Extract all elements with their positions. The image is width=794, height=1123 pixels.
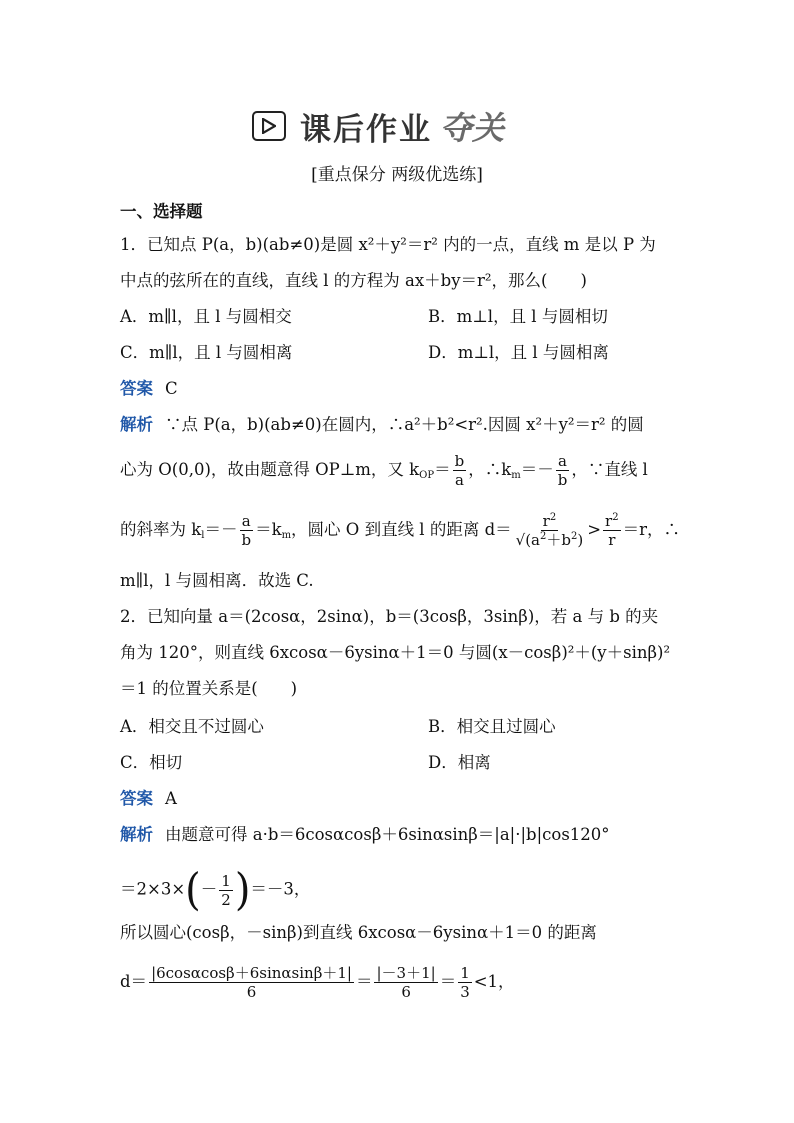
q2-sol-text4c: ＝: [439, 972, 457, 991]
q2-option-a: A．相交且不过圆心: [120, 717, 264, 736]
q1-analysis-line4: m∥l，l 与圆相离．故选 C.: [120, 571, 314, 590]
q2-sol-text2b: ＝－3，: [250, 879, 311, 899]
answer-value: A: [165, 789, 177, 808]
q2-analysis-line2: ＝2×3×(－ $\frac{1}{2}$ )＝－3，: [120, 864, 311, 916]
fraction-one-third: $\frac{1}{3}$: [460, 964, 470, 1001]
play-icon: [252, 111, 286, 141]
analysis-label: 解析: [120, 825, 153, 844]
q2-sol-text4b: ＝: [355, 972, 373, 991]
q1-option-b: B．m⊥l，且 l 与圆相切: [428, 307, 608, 326]
q1-analysis-line1: [120, 414, 644, 436]
answer-label: 答案: [120, 379, 153, 398]
q1-stem-line2: 中点的弦所在的直线，直线 l 的方程为 ax＋by＝r²，那么( ): [120, 271, 587, 290]
fraction-r2-over-r: $\frac{r^2}{r}$: [605, 512, 619, 549]
q2-option-b: B．相交且过圆心: [428, 717, 556, 736]
q2-stem-line2: 角为 120°，则直线 6xcosα－6ysinα＋1＝0 与圆(x－cosβ)²＋(y＋sinβ)²: [120, 643, 671, 662]
q2-sol-text1: 由题意可得 a·b＝6cosαcosβ＋6sinαsinβ＝|a|·|b|cos120°: [165, 825, 610, 844]
q2-sol-text2a: ＝2×3×: [120, 879, 186, 899]
q1-sol-text2b: ，∴k: [468, 460, 512, 479]
fraction-distance-numeric: $\frac{|-3+1|}{6}$: [376, 964, 436, 1001]
q2-sol-text4a: d＝: [120, 972, 148, 991]
q2-analysis-line3: 所以圆心(cosβ，－sinβ)到直线 6xcosα－6ysinα＋1＝0 的距离: [120, 923, 597, 942]
q1-option-c: C．m∥l，且 l 与圆相离: [120, 343, 293, 362]
fraction-distance: $\frac{r^2}{√(a^2+b^2)}$: [515, 512, 584, 549]
q2-option-c: C．相切: [120, 753, 183, 772]
q1-answer: [120, 378, 178, 400]
q1-analysis-line3: 的斜率为 $k_l=-$ $\frac{a}{b}$ $=k_m$，圆心 O 到直线 l 的距离 d＝ $\frac{r^2}{√(a^2+b^2)}$ > $\frac{r^2}{r}$ ＝r，∴: [120, 512, 680, 549]
fraction-a-over-b: $\frac{a}{b}$: [557, 452, 568, 489]
q1-option-a: A．m∥l，且 l 与圆相交: [120, 307, 292, 326]
fraction-distance-full: $\frac{|6\cos\alpha\cos\beta+6\sin\alpha\sin\beta+1|}{6}$: [151, 964, 352, 1001]
fraction-one-half: $\frac{1}{2}$: [221, 871, 231, 909]
q1-sol-text3b: ，圆心 O 到直线 l 的距离 d＝: [291, 520, 512, 539]
q1-sol-text1: ∵点 P(a，b)(ab≠0)在圆内，∴a²＋b²<r².因圆 x²＋y²＝r² 的圆: [165, 415, 644, 434]
q2-option-d: D．相离: [428, 753, 491, 772]
q2-answer: [120, 788, 177, 810]
q2-analysis-line4: [120, 964, 515, 1001]
q2-stem-line1: 2．已知向量 a＝(2cosα，2sinα)，b＝(3cosβ，3sinβ)，若 a 与 b 的夹: [120, 607, 659, 626]
analysis-label: 解析: [120, 415, 153, 434]
q2-stem-line3: ＝1 的位置关系是( ): [120, 679, 298, 698]
q2-sol-text4d: <1，: [473, 972, 515, 991]
q1-sol-text2c: ，∵直线 l: [571, 460, 648, 479]
section-title: 一、选择题: [120, 202, 203, 221]
header-title: 课后作业: [300, 111, 432, 148]
q1-sol-text2a: 心为 O(0,0)，故由题意得 OP⊥m，又 k: [120, 460, 420, 479]
q1-stem-line1: 1．已知点 P(a，b)(ab≠0)是圆 x²＋y²＝r² 内的一点，直线 m 是以 P 为: [120, 235, 656, 254]
page-header: [252, 106, 504, 146]
fraction-a-over-b-2: $\frac{a}{b}$: [241, 512, 252, 549]
q2-analysis-line1: [120, 824, 610, 846]
q1-sol-text3c: ＝r，∴: [622, 520, 680, 539]
q1-sol-text3a: 的斜率为 k: [120, 520, 202, 539]
answer-label: 答案: [120, 789, 153, 808]
q1-option-d: D．m⊥l，且 l 与圆相离: [428, 343, 609, 362]
page-subtitle: [重点保分 两级优选练]: [311, 165, 483, 185]
answer-value: C: [165, 379, 178, 398]
q1-analysis-line2: 心为 O(0,0)，故由题意得 OP⊥m，又 $k_{OP}=$ $\frac{b}{a}$ ，$\therefore k_m=-$ $\frac{a}{b}$ ，∵直线 l: [120, 452, 648, 489]
fraction-b-over-a: $\frac{b}{a}$: [454, 452, 465, 489]
brand-logo: 夺关: [440, 109, 505, 147]
